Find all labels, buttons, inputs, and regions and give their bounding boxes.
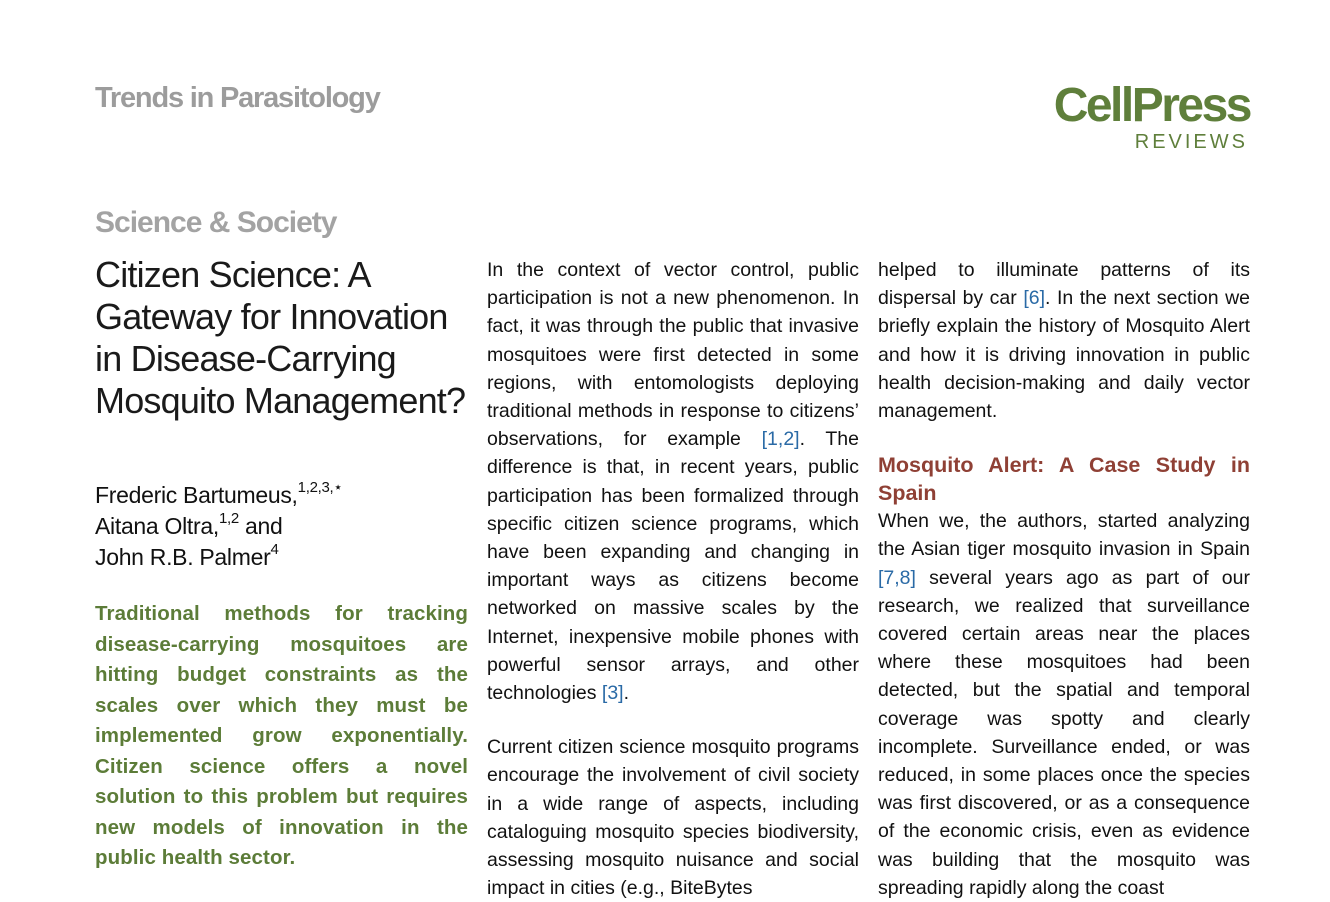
section-label: Science & Society (95, 206, 337, 239)
author (95, 480, 470, 511)
author-affiliation: 1,2,3,⋆ (297, 479, 343, 497)
author-conjunction: and (238, 513, 283, 539)
citation-link[interactable]: [3] (601, 682, 624, 705)
author-affiliation: 1,2 (218, 510, 239, 528)
author-name: Aitana Oltra, (95, 513, 219, 539)
citation-link[interactable]: [6] (1023, 287, 1045, 310)
logo-wordmark: CellPress (1053, 79, 1250, 132)
subheading: Mosquito Alert: A Case Study in Spain (878, 453, 1250, 506)
journal-title: Trends in Parasitology (95, 82, 380, 114)
body-paragraph: In the context of vector control, public participation is not a new phenomenon. In fact, it was through the public that invasive mosquitoes were first detected in some regions, with entomologists deploying traditional methods in response to citizens’ observations, for example [1,2]. The difference is that, in recent years, public participation has been formalized through specific citizen science programs, which have been expanding and changing in important ways as citizens become networked on massive scales by the Internet, inexpensive mobile phones with powerful sensor arrays, and other technologies [3]. (487, 259, 859, 705)
citation-link[interactable]: [1,2] (761, 428, 800, 451)
author (95, 542, 470, 573)
body-column-2 (487, 256, 859, 902)
body-paragraph: When we, the authors, started analyzing the Asian tiger mosquito invasion in Spain [7,8] several years ago as part of our research, we realized that surveillance covered certain areas near the places where these mosquitoes had been detected, but the spatial and temporal coverage was spotty and clearly incomplete. Surveillance ended, or was reduced, in some places once the species was first discovered, or as a consequence of the economic crisis, even as evidence was building that the mosquito was spreading rapidly along the coast (878, 510, 1250, 899)
logo-subtitle: REVIEWS (1134, 131, 1248, 153)
author-name: Frederic Bartumeus, (95, 482, 298, 508)
author (95, 511, 470, 542)
author-list (95, 480, 470, 573)
author-affiliation: 4 (270, 541, 279, 559)
body-paragraph: helped to illuminate patterns of its dispersal by car [6]. In the next section we briefly explain the history of Mosquito Alert and how it is driving innovation in public health decision-making and daily vector management. (878, 259, 1250, 423)
citation-link[interactable]: [7,8] (878, 566, 916, 589)
body-column-3 (878, 256, 1250, 902)
body-paragraph: Current citizen science mosquito programs encourage the involvement of civil society in a wide range of aspects, including cataloguing mosquito species biodiversity, assessing mosquito nuisance and social impact in cities (e.g., BiteBytes (487, 736, 859, 900)
cellpress-logo (1053, 79, 1250, 153)
author-name: John R.B. Palmer (95, 544, 271, 570)
article-title: Citizen Science: A Gateway for Innovation in Disease-Carrying Mosquito Management? (95, 254, 466, 421)
abstract: Traditional methods for tracking disease-carrying mosquitoes are hitting budget constraints as the scales over which they must be implemented grow exponentially. Citizen science offers a novel solution to this problem but requires new models of innovation in the public health sector. (95, 602, 468, 869)
